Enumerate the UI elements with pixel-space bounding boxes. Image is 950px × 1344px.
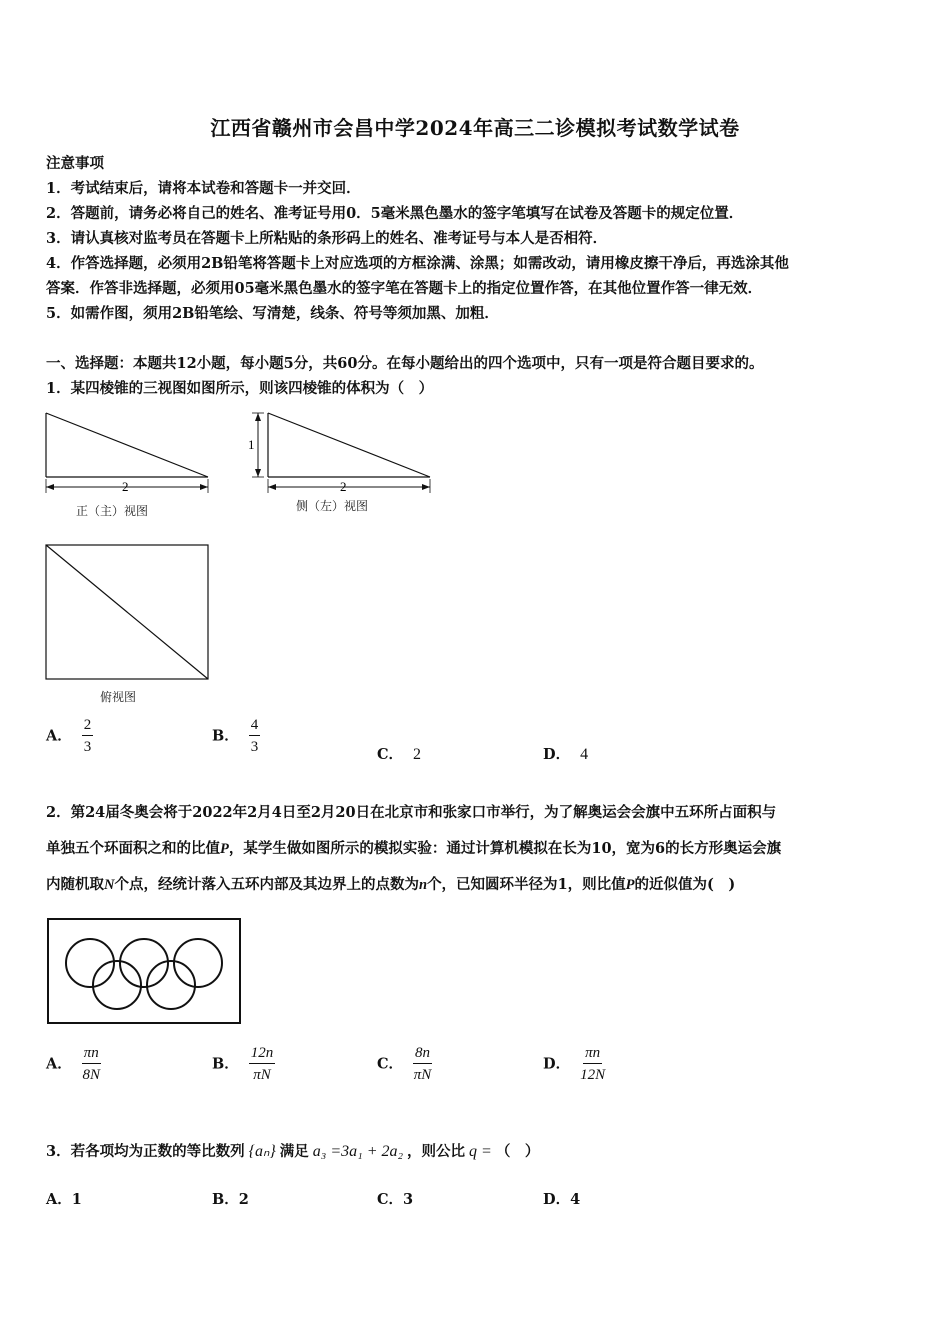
q3-option-b[interactable]: B．2 bbox=[212, 1191, 249, 1208]
fraction: $\frac{4}{3}$ bbox=[250, 717, 259, 755]
sequence-symbol: {aₙ} bbox=[248, 1143, 276, 1160]
option-label: C． bbox=[377, 746, 404, 763]
front-dim-label: 2 bbox=[122, 479, 129, 494]
q2-line-1: 2．第24届冬奥会将于2022年2月4日至2月20日在北京市和张家口市举行，为了解奥运会会旗中五环所占面积与 bbox=[46, 804, 777, 821]
front-view-caption: 正（主）视图 bbox=[76, 504, 149, 518]
top-view-caption: 俯视图 bbox=[100, 690, 137, 704]
section-heading: 一、选择题：本题共12小题，每小题5分，共60分。在每小题给出的四个选项中，只有一项是符合题目要求的。 bbox=[46, 355, 764, 372]
option-label: C． bbox=[377, 1055, 404, 1073]
fraction: $\frac{\pi n}{8N}$ bbox=[82, 1045, 101, 1083]
q2-option-a[interactable] bbox=[46, 1044, 101, 1085]
olympic-flag-figure bbox=[46, 917, 246, 1027]
side-height-label: 1 bbox=[248, 437, 255, 452]
side-view-caption: 侧（左）视图 bbox=[296, 499, 369, 513]
fraction: $\frac{12n}{\pi N}$ bbox=[250, 1045, 274, 1083]
equation: a₃ =3a₁ + 2a₂ bbox=[312, 1143, 404, 1160]
option-label: A． bbox=[46, 727, 72, 745]
q2-option-b[interactable] bbox=[212, 1044, 275, 1085]
top-view-figure bbox=[40, 540, 220, 690]
q3-option-a[interactable]: A．1 bbox=[46, 1191, 82, 1208]
fraction: $\frac{2}{3}$ bbox=[83, 717, 92, 755]
q1-option-c[interactable]: C． 2 bbox=[377, 746, 422, 763]
q2-option-d[interactable] bbox=[543, 1044, 605, 1085]
side-dim-label: 2 bbox=[340, 479, 347, 494]
option-label: D． bbox=[543, 1055, 571, 1073]
notice-item: 1．考试结束后，请将本试卷和答题卡一并交回． bbox=[46, 180, 361, 197]
q1-option-d[interactable]: D． 4 bbox=[543, 746, 589, 763]
q2-line-3: 内随机取N个点，经统计落入五环内部及其边界上的点数为n个，已知圆环半径为1，则比值P的近似值为( ) bbox=[46, 876, 736, 893]
q1-stem: 1．某四棱锥的三视图如图所示，则该四棱锥的体积为（ ） bbox=[46, 380, 434, 397]
option-label: B． bbox=[212, 727, 239, 745]
option-label: A． bbox=[46, 1055, 72, 1073]
page-title: 江西省赣州市会昌中学2024年高三二诊模拟考试数学试卷 bbox=[210, 116, 740, 140]
q3-option-c[interactable]: C．3 bbox=[377, 1191, 414, 1208]
notice-item: 3．请认真核对监考员在答题卡上所粘贴的条形码上的姓名、准考证号与本人是否相符． bbox=[46, 230, 608, 247]
notice-item: 5．如需作图，须用2B铅笔绘、写清楚，线条、符号等须加黑、加粗． bbox=[46, 305, 499, 322]
option-label: D． bbox=[543, 746, 571, 763]
notice-heading: 注意事项 bbox=[46, 155, 104, 172]
q3-option-d[interactable]: D．4 bbox=[543, 1191, 581, 1208]
notice-item: 4．作答选择题，必须用2B铅笔将答题卡上对应选项的方框涂满、涂黑；如需改动，请用橡皮擦干净后，再选涂其他 bbox=[46, 255, 789, 272]
q3-stem: 3．若各项均为正数的等比数列 {aₙ} 满足 a₃ =3a₁ + 2a₂ ，则公比 q = （ ） bbox=[46, 1143, 540, 1160]
option-label: B． bbox=[212, 1055, 239, 1073]
q1-option-a[interactable] bbox=[46, 716, 93, 757]
notice-item: 答案．作答非选择题，必须用05毫米黑色墨水的签字笔在答题卡上的指定位置作答，在其他位置作答一律无效． bbox=[46, 280, 763, 297]
notice-item: 2．答题前，请务必将自己的姓名、准考证号用0．5毫米黑色墨水的签字笔填写在试卷及答题卡的规定位置． bbox=[46, 205, 744, 222]
fraction: $\frac{\pi n}{12N}$ bbox=[580, 1045, 606, 1083]
q2-option-c[interactable] bbox=[377, 1044, 432, 1085]
q2-line-2: 单独五个环面积之和的比值P，某学生做如图所示的模拟实验：通过计算机模拟在长为10，宽为6的长方形奥运会旗 bbox=[46, 840, 782, 857]
q2-stem bbox=[46, 795, 906, 903]
fraction: $\frac{8n}{\pi N}$ bbox=[413, 1045, 432, 1083]
q1-option-b[interactable] bbox=[212, 716, 260, 757]
ratio-symbol: q = bbox=[469, 1143, 492, 1160]
